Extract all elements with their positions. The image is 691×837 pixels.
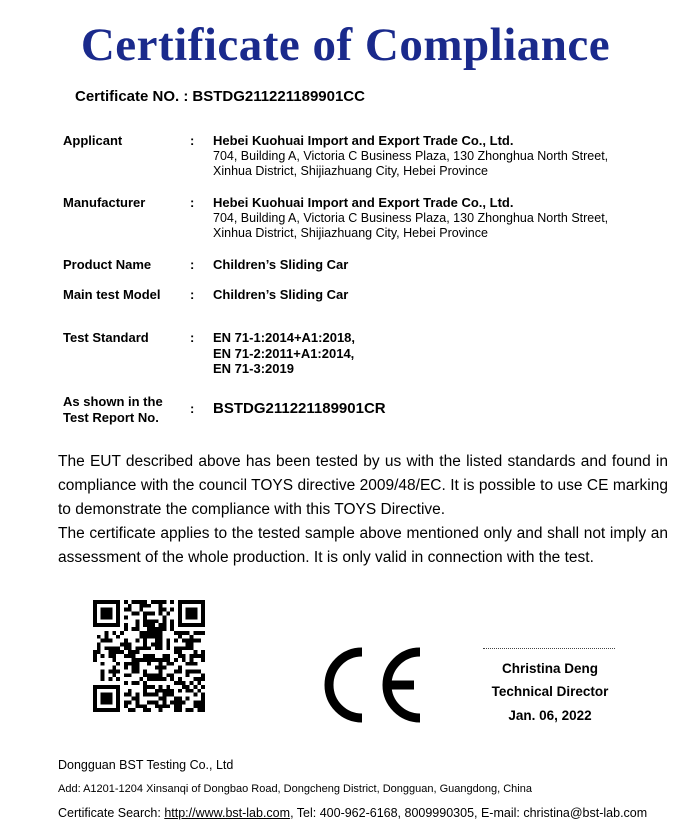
test-standard-3: EN 71-3:2019 bbox=[213, 361, 294, 376]
certificate-number-value: BSTDG211221189901CC bbox=[192, 88, 365, 105]
test-standard-2: EN 71-2:2011+A1:2014, bbox=[213, 345, 355, 361]
test-standard-label: Test Standard bbox=[63, 330, 149, 345]
applicant-address-1: 704, Building A, Victoria C Business Plaza, 130 Zhonghua North Street, bbox=[213, 148, 609, 163]
applicant-value bbox=[213, 133, 663, 180]
signatory-name: Christina Deng bbox=[501, 661, 598, 676]
product-name-label: Product Name bbox=[63, 257, 152, 272]
applicant-row bbox=[63, 133, 663, 181]
colon: : bbox=[190, 133, 195, 148]
product-name-value bbox=[213, 257, 663, 273]
colon: : bbox=[190, 401, 195, 416]
footer-contact-info: , Tel: 400-962-6168, 8009990305, E-mail: christina@bst-lab.com bbox=[290, 806, 648, 820]
footer-company: Dongguan BST Testing Co., Ltd bbox=[58, 758, 234, 772]
test-report-row bbox=[63, 394, 663, 428]
colon: : bbox=[190, 195, 195, 210]
applicant-label: Applicant bbox=[63, 133, 123, 148]
manufacturer-address-2: Xinhua District, Shijiazhuang City, Hebei Province bbox=[213, 226, 488, 240]
main-test-model-text: Children’s Sliding Car bbox=[213, 287, 349, 302]
signature-date: Jan. 06, 2022 bbox=[508, 708, 592, 723]
product-name-row bbox=[63, 257, 663, 275]
main-test-model-row bbox=[63, 287, 663, 305]
test-report-label-1: As shown in the bbox=[63, 394, 163, 409]
footer-contact bbox=[58, 806, 647, 820]
manufacturer-name: Hebei Kuohuai Import and Export Trade Co., Ltd. bbox=[213, 195, 514, 210]
footer-address: Add: A1201-1204 Xinsanqi of Dongbao Road, Dongcheng District, Dongguan, Guangdong, China bbox=[58, 783, 532, 795]
test-standard-value bbox=[213, 330, 663, 377]
statement-paragraph-2: The certificate applies to the tested sample above mentioned only and shall not imply an assessment of the whole production. It is only valid in connection with the test. bbox=[58, 525, 668, 566]
product-name-text: Children’s Sliding Car bbox=[213, 257, 349, 272]
signature-line bbox=[483, 648, 615, 649]
test-report-label-2: Test Report No. bbox=[63, 410, 159, 425]
website-link[interactable]: http://www.bst-lab.com bbox=[164, 806, 291, 820]
qr-code-icon bbox=[93, 600, 205, 712]
signatory-title: Technical Director bbox=[491, 684, 609, 699]
colon: : bbox=[190, 287, 195, 302]
main-test-model-label: Main test Model bbox=[63, 287, 161, 302]
test-report-value: BSTDG211221189901CR bbox=[213, 400, 386, 417]
applicant-name: Hebei Kuohuai Import and Export Trade Co., Ltd. bbox=[213, 133, 514, 148]
colon: : bbox=[190, 330, 195, 345]
certificate-number bbox=[75, 88, 365, 105]
manufacturer-address-1: 704, Building A, Victoria C Business Plaza, 130 Zhonghua North Street, bbox=[213, 210, 609, 225]
applicant-address-2: Xinhua District, Shijiazhuang City, Hebei Province bbox=[213, 164, 488, 178]
main-test-model-value bbox=[213, 287, 663, 303]
manufacturer-value bbox=[213, 195, 663, 242]
test-standard-row bbox=[63, 330, 663, 380]
test-report-label bbox=[63, 394, 188, 426]
manufacturer-label: Manufacturer bbox=[63, 195, 146, 210]
ce-mark-icon bbox=[310, 640, 430, 730]
certificate-search-label: Certificate Search: bbox=[58, 806, 161, 820]
compliance-statement bbox=[58, 450, 668, 570]
certificate-title: Certificate of Compliance bbox=[80, 19, 611, 71]
statement-paragraph-1: The EUT described above has been tested by us with the listed standards and found in compliance with the council TOYS directive 2009/48/EC. It is possible to use CE marking to demonstrate the compliance with this TOYS Directive. bbox=[58, 453, 668, 518]
manufacturer-row bbox=[63, 195, 663, 243]
colon: : bbox=[190, 257, 195, 272]
certificate-number-label: Certificate NO. : bbox=[75, 88, 189, 105]
test-standard-1: EN 71-1:2014+A1:2018, bbox=[213, 330, 356, 345]
